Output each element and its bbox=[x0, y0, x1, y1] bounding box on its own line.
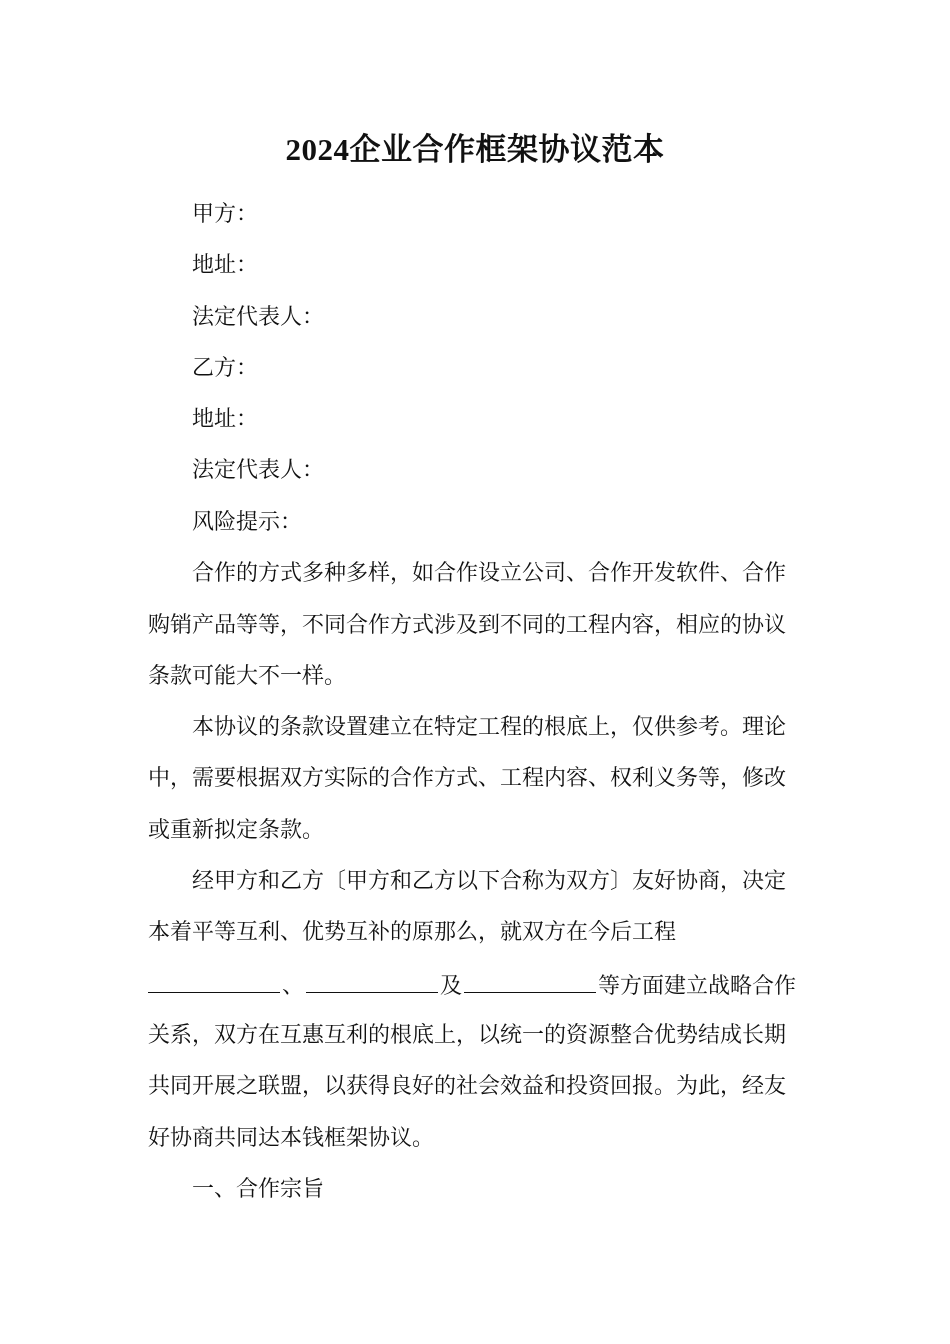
para3-line3-tail: 等方面建立战略合作 bbox=[598, 974, 797, 999]
fill-blank-3 bbox=[464, 970, 596, 993]
section1-heading: 一、合作宗旨 bbox=[192, 1177, 325, 1202]
fill-blank-2 bbox=[306, 970, 438, 993]
risk-heading: 风险提示： bbox=[192, 510, 303, 535]
para2-line2: 中，需要根据双方实际的合作方式、工程内容、权利义务等，修改 bbox=[148, 766, 787, 791]
para2-line3: 或重新拟定条款。 bbox=[148, 818, 325, 843]
party-a-label: 甲方： bbox=[192, 202, 259, 227]
document-title bbox=[0, 124, 950, 169]
party-b-label: 乙方： bbox=[192, 356, 259, 381]
address-a-label: 地址： bbox=[192, 253, 259, 278]
para2-line1: 本协议的条款设置建立在特定工程的根底上，仅供参考。理论 bbox=[192, 715, 787, 740]
fill-blank-1 bbox=[148, 970, 280, 993]
para3-line3 bbox=[148, 970, 808, 1002]
para3-line1: 经甲方和乙方〔甲方和乙方以下合称为双方〕友好协商，决定 bbox=[192, 869, 787, 894]
legal-rep-b-label: 法定代表人： bbox=[192, 458, 325, 483]
legal-rep-a-label: 法定代表人： bbox=[192, 305, 325, 330]
para1-line1: 合作的方式多种多样，如合作设立公司、合作开发软件、合作 bbox=[192, 561, 787, 586]
para3-line4: 关系，双方在互惠互利的根底上，以统一的资源整合优势结成长期 bbox=[148, 1023, 787, 1048]
para1-line3: 条款可能大不一样。 bbox=[148, 664, 347, 689]
para1-line2: 购销产品等等，不同合作方式涉及到不同的工程内容，相应的协议 bbox=[148, 613, 787, 638]
para3-line5: 共同开展之联盟，以获得良好的社会效益和投资回报。为此，经友 bbox=[148, 1074, 787, 1099]
title-year: 2024 bbox=[285, 132, 350, 167]
address-b-label: 地址： bbox=[192, 407, 259, 432]
title-text: 企业合作框架协议范本 bbox=[349, 132, 665, 168]
para3-line2: 本着平等互利、优势互补的原那么，就双方在今后工程 bbox=[148, 920, 677, 945]
para3-line6: 好协商共同达本钱框架协议。 bbox=[148, 1126, 435, 1151]
separator-comma: 、 bbox=[282, 974, 305, 999]
separator-and: 及 bbox=[440, 974, 463, 999]
